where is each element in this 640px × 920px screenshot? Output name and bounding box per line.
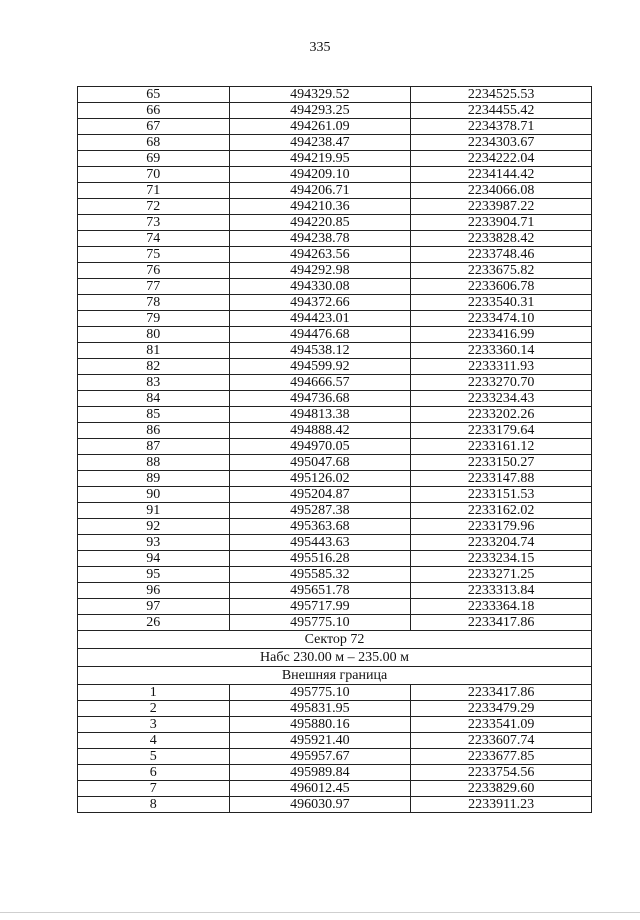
point-number: 78 (78, 295, 230, 311)
coord-y: 2233417.86 (411, 615, 592, 631)
coord-x: 494292.98 (229, 263, 411, 279)
coord-y: 2233479.29 (411, 701, 592, 717)
coord-x: 494538.12 (229, 343, 411, 359)
table-row (78, 359, 592, 375)
coord-y: 2233748.46 (411, 247, 592, 263)
point-number: 5 (78, 749, 230, 765)
point-number: 75 (78, 247, 230, 263)
coord-x: 495831.95 (229, 701, 411, 717)
table-row (78, 247, 592, 263)
table-row (78, 183, 592, 199)
point-number: 93 (78, 535, 230, 551)
scan-edge-line (0, 912, 640, 913)
coord-x: 494888.42 (229, 423, 411, 439)
table-row (78, 685, 592, 701)
coord-x: 496012.45 (229, 781, 411, 797)
sector-boundary-row (78, 667, 592, 685)
point-number: 97 (78, 599, 230, 615)
point-number: 1 (78, 685, 230, 701)
coord-y: 2234525.53 (411, 87, 592, 103)
coord-x: 494423.01 (229, 311, 411, 327)
coord-x: 495287.38 (229, 503, 411, 519)
coord-x: 494736.68 (229, 391, 411, 407)
point-number: 80 (78, 327, 230, 343)
coord-y: 2233607.74 (411, 733, 592, 749)
coord-x: 495775.10 (229, 685, 411, 701)
table-row (78, 295, 592, 311)
coord-y: 2233364.18 (411, 599, 592, 615)
coord-y: 2234455.42 (411, 103, 592, 119)
coord-y: 2233360.14 (411, 343, 592, 359)
table-row (78, 439, 592, 455)
coord-x: 495880.16 (229, 717, 411, 733)
coord-y: 2233204.74 (411, 535, 592, 551)
point-number: 71 (78, 183, 230, 199)
coord-y: 2233147.88 (411, 471, 592, 487)
point-number: 8 (78, 797, 230, 813)
coord-x: 495921.40 (229, 733, 411, 749)
coord-y: 2234144.42 (411, 167, 592, 183)
table-row (78, 215, 592, 231)
table-row (78, 551, 592, 567)
coord-x: 495516.28 (229, 551, 411, 567)
table-row (78, 455, 592, 471)
point-number: 94 (78, 551, 230, 567)
coord-y: 2233606.78 (411, 279, 592, 295)
coord-y: 2234066.08 (411, 183, 592, 199)
coord-x: 494261.09 (229, 119, 411, 135)
coord-x: 494206.71 (229, 183, 411, 199)
coord-y: 2233417.86 (411, 685, 592, 701)
table-section-points (78, 87, 592, 631)
table-row (78, 733, 592, 749)
coord-y: 2233541.09 (411, 717, 592, 733)
table-row (78, 535, 592, 551)
table-row (78, 103, 592, 119)
table-row (78, 615, 592, 631)
point-number: 81 (78, 343, 230, 359)
table-row (78, 503, 592, 519)
table-row (78, 701, 592, 717)
coord-y: 2234378.71 (411, 119, 592, 135)
point-number: 87 (78, 439, 230, 455)
coord-x: 494372.66 (229, 295, 411, 311)
sector-height-range: Набс 230.00 м – 235.00 м (78, 649, 592, 667)
coord-y: 2234303.67 (411, 135, 592, 151)
table-row (78, 135, 592, 151)
coord-x: 494970.05 (229, 439, 411, 455)
coord-y: 2233234.43 (411, 391, 592, 407)
coord-y: 2233904.71 (411, 215, 592, 231)
coord-y: 2233270.70 (411, 375, 592, 391)
coord-y: 2233911.23 (411, 797, 592, 813)
table-row (78, 263, 592, 279)
point-number: 3 (78, 717, 230, 733)
point-number: 70 (78, 167, 230, 183)
point-number: 88 (78, 455, 230, 471)
point-number: 91 (78, 503, 230, 519)
table-row (78, 471, 592, 487)
point-number: 72 (78, 199, 230, 215)
table-row (78, 375, 592, 391)
table-row (78, 151, 592, 167)
point-number: 4 (78, 733, 230, 749)
point-number: 85 (78, 407, 230, 423)
point-number: 86 (78, 423, 230, 439)
coord-y: 2233234.15 (411, 551, 592, 567)
sector-title: Сектор 72 (78, 631, 592, 649)
coord-x: 494238.47 (229, 135, 411, 151)
coord-x: 495989.84 (229, 765, 411, 781)
point-number: 7 (78, 781, 230, 797)
table-row (78, 343, 592, 359)
coord-y: 2233311.93 (411, 359, 592, 375)
point-number: 96 (78, 583, 230, 599)
coord-x: 494209.10 (229, 167, 411, 183)
point-number: 67 (78, 119, 230, 135)
coord-x: 494293.25 (229, 103, 411, 119)
coord-y: 2233161.12 (411, 439, 592, 455)
coord-y: 2233675.82 (411, 263, 592, 279)
table-row (78, 87, 592, 103)
table-row (78, 765, 592, 781)
coord-x: 495363.68 (229, 519, 411, 535)
point-number: 84 (78, 391, 230, 407)
table-row (78, 391, 592, 407)
table-row (78, 311, 592, 327)
coord-y: 2233179.64 (411, 423, 592, 439)
coord-x: 495126.02 (229, 471, 411, 487)
coord-x: 496030.97 (229, 797, 411, 813)
point-number: 90 (78, 487, 230, 503)
coord-y: 2233313.84 (411, 583, 592, 599)
table-row (78, 407, 592, 423)
coord-x: 495204.87 (229, 487, 411, 503)
point-number: 74 (78, 231, 230, 247)
point-number: 92 (78, 519, 230, 535)
table-row (78, 199, 592, 215)
point-number: 2 (78, 701, 230, 717)
point-number: 26 (78, 615, 230, 631)
coord-y: 2233271.25 (411, 567, 592, 583)
coord-x: 495775.10 (229, 615, 411, 631)
coord-y: 2233150.27 (411, 455, 592, 471)
coord-y: 2233987.22 (411, 199, 592, 215)
point-number: 89 (78, 471, 230, 487)
table-row (78, 119, 592, 135)
point-number: 83 (78, 375, 230, 391)
coord-x: 494476.68 (229, 327, 411, 343)
sector-header (78, 631, 592, 685)
coord-x: 494666.57 (229, 375, 411, 391)
coord-x: 494330.08 (229, 279, 411, 295)
point-number: 77 (78, 279, 230, 295)
point-number: 95 (78, 567, 230, 583)
sector-boundary-label: Внешняя граница (78, 667, 592, 685)
coord-y: 2233540.31 (411, 295, 592, 311)
point-number: 69 (78, 151, 230, 167)
coord-y: 2233828.42 (411, 231, 592, 247)
coord-y: 2233202.26 (411, 407, 592, 423)
coord-x: 495047.68 (229, 455, 411, 471)
coord-y: 2233474.10 (411, 311, 592, 327)
table-row (78, 167, 592, 183)
coord-x: 494329.52 (229, 87, 411, 103)
table-row (78, 781, 592, 797)
sector-height-row (78, 649, 592, 667)
coord-y: 2234222.04 (411, 151, 592, 167)
table-row (78, 487, 592, 503)
table-row (78, 567, 592, 583)
table-row (78, 749, 592, 765)
coord-x: 495585.32 (229, 567, 411, 583)
coord-y: 2233829.60 (411, 781, 592, 797)
table-row (78, 583, 592, 599)
coord-x: 495957.67 (229, 749, 411, 765)
coord-x: 494219.95 (229, 151, 411, 167)
table-section-sector-points (78, 685, 592, 813)
table-row (78, 423, 592, 439)
point-number: 66 (78, 103, 230, 119)
coord-x: 494210.36 (229, 199, 411, 215)
coord-y: 2233416.99 (411, 327, 592, 343)
coord-y: 2233754.56 (411, 765, 592, 781)
coordinates-table (77, 86, 592, 813)
coord-y: 2233162.02 (411, 503, 592, 519)
coord-x: 494599.92 (229, 359, 411, 375)
point-number: 79 (78, 311, 230, 327)
table-row (78, 717, 592, 733)
coord-x: 495443.63 (229, 535, 411, 551)
point-number: 73 (78, 215, 230, 231)
table-row (78, 327, 592, 343)
coord-x: 494263.56 (229, 247, 411, 263)
table-row (78, 599, 592, 615)
sector-title-row (78, 631, 592, 649)
table-row (78, 797, 592, 813)
coord-y: 2233179.96 (411, 519, 592, 535)
table-row (78, 231, 592, 247)
point-number: 76 (78, 263, 230, 279)
coord-x: 494813.38 (229, 407, 411, 423)
point-number: 82 (78, 359, 230, 375)
coord-y: 2233151.53 (411, 487, 592, 503)
point-number: 65 (78, 87, 230, 103)
coord-x: 494238.78 (229, 231, 411, 247)
coord-x: 495651.78 (229, 583, 411, 599)
point-number: 6 (78, 765, 230, 781)
coord-x: 495717.99 (229, 599, 411, 615)
table-row (78, 519, 592, 535)
table-row (78, 279, 592, 295)
coord-y: 2233677.85 (411, 749, 592, 765)
point-number: 68 (78, 135, 230, 151)
coord-x: 494220.85 (229, 215, 411, 231)
page-number: 335 (309, 40, 331, 55)
